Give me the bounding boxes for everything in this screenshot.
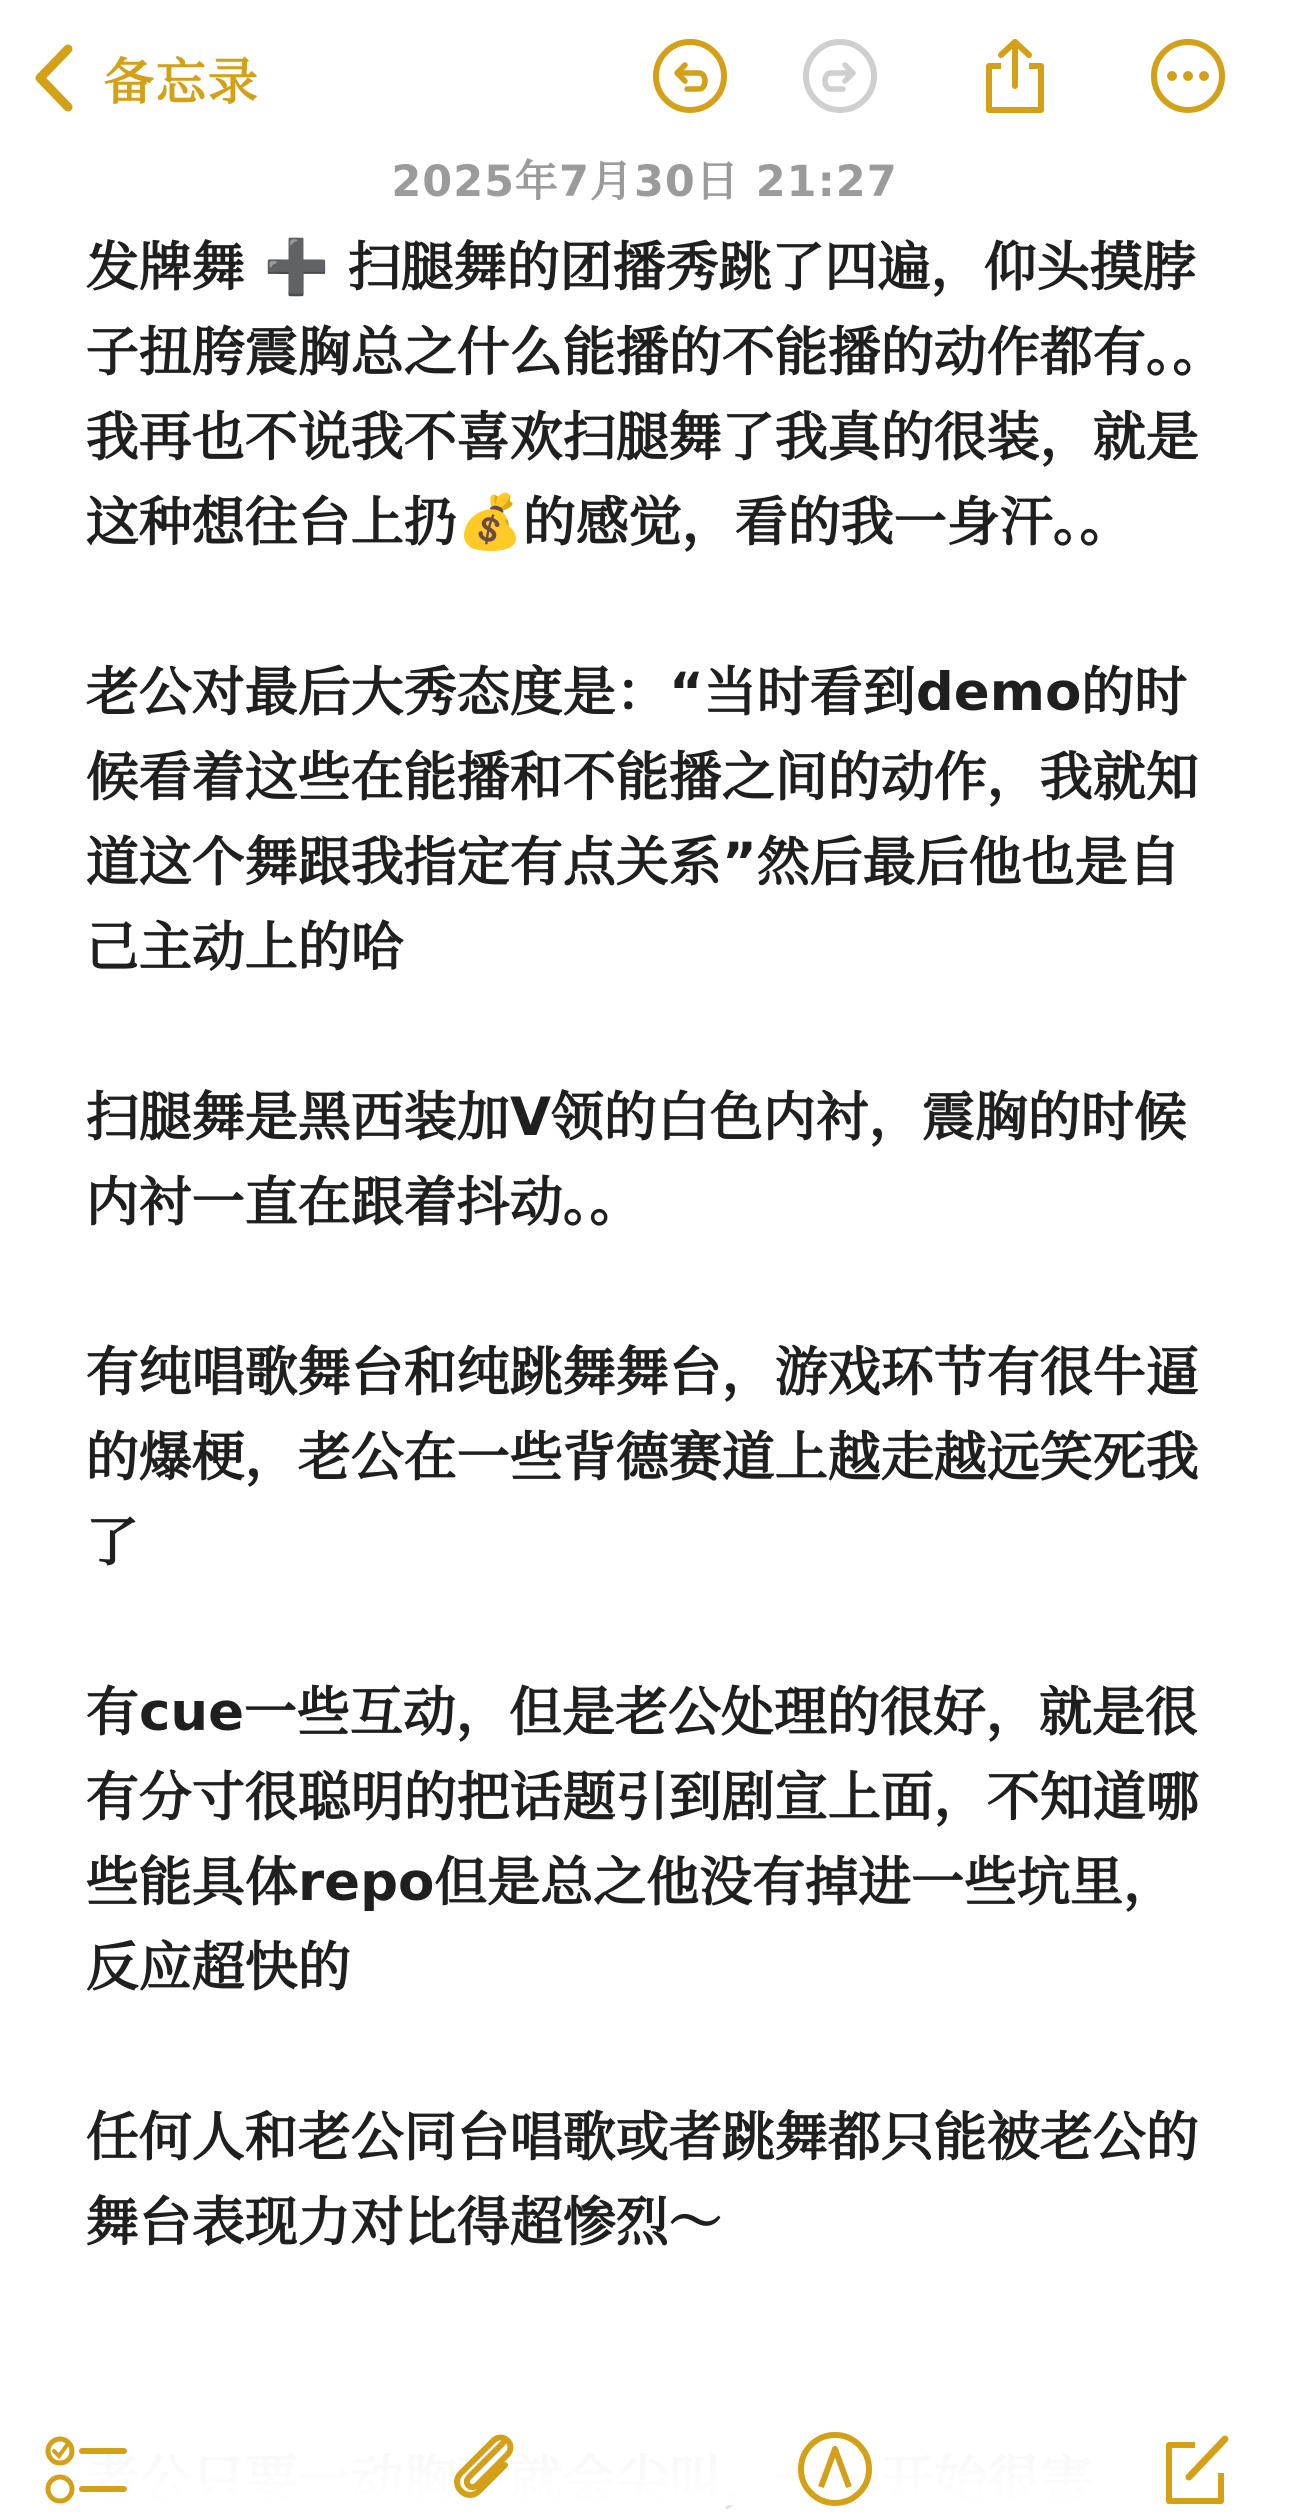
redo-icon [801,37,879,119]
share-icon [979,36,1051,120]
more-button[interactable] [1148,38,1228,118]
note-paragraph: 扫腿舞是黑西装加V领的白色内衬，震胸的时候内衬一直在跟着抖动。。 [86,1087,1188,1233]
share-button[interactable] [975,38,1055,118]
note-paragraph: 老公对最后大秀态度是：“当时看到demo的时候看着这些在能播和不能播之间的动作，我就知道这个舞跟我指定有点关系”然后最后他也是自己主动上的哈 [86,662,1199,978]
compose-icon [1155,2429,1235,2513]
back-button[interactable] [32,38,260,118]
attachment-button[interactable] [440,2429,530,2519]
markup-button[interactable] [790,2429,880,2519]
note-body[interactable] [86,225,1244,2345]
note-timestamp: 2025年7月30日 21:27 [391,157,898,207]
chevron-left-icon [32,38,92,118]
note-paragraph: 有cue一些互动，但是老公处理的很好，就是很有分寸很聪明的把话题引到剧宣上面，不知道哪些能具体repo但是总之他没有掉进一些坑里，反应超快的 [86,1682,1199,1998]
paperclip-icon [445,2429,525,2513]
undo-icon [651,37,729,119]
back-label: 备忘录 [104,53,260,111]
more-ellipsis-icon [1149,37,1227,119]
redo-button[interactable] [800,38,880,118]
navigation-bar [0,0,1289,150]
bottom-toolbar [0,2415,1289,2505]
checklist-button[interactable] [42,2429,132,2519]
checklist-icon [42,2429,132,2513]
compose-button[interactable] [1150,2429,1240,2519]
markup-pen-icon [795,2429,875,2513]
note-paragraph: 有纯唱歌舞台和纯跳舞舞台，游戏环节有很牛逼的爆梗，老公在一些背德赛道上越走越远笑死我了 [86,1342,1199,1573]
note-paragraph: 发牌舞 ➕ 扫腿舞的团播秀跳了四遍，仰头摸脖子扭胯震胸总之什么能播的不能播的动作都有。。 我再也不说我不喜欢扫腿舞了我真的很装，就是这种想往台上扔💰的感觉，看的我一身汗。。 [86,237,1244,553]
note-paragraph: 任何人和老公同台唱歌或者跳舞都只能被老公的舞台表现力对比得超惨烈～ [86,2107,1199,2253]
undo-button[interactable] [650,38,730,118]
